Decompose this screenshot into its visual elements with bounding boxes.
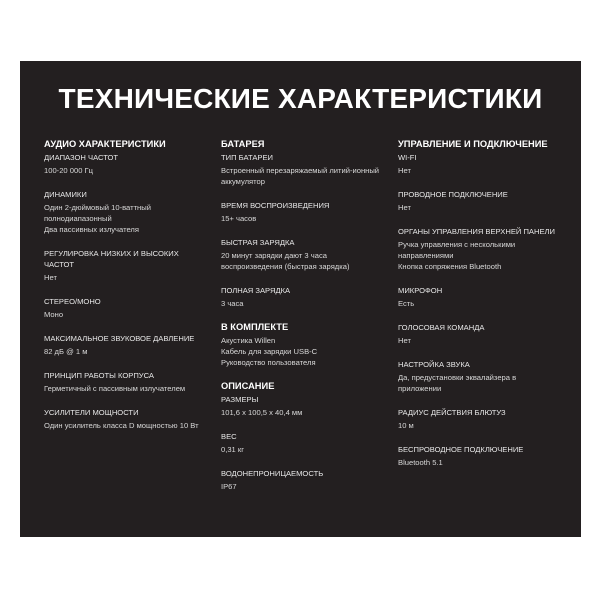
spec-label: WI-FI	[398, 153, 417, 162]
spec-value-line: Нет	[398, 203, 411, 212]
spec-value	[44, 309, 209, 320]
spec-value	[398, 420, 568, 431]
spec-dimensions	[221, 394, 386, 418]
spec-value-line: Нет	[44, 273, 57, 282]
spec-value	[44, 202, 209, 235]
spec-value-line: Герметичный с пассивным излучателем	[44, 384, 186, 393]
spec-value	[221, 335, 386, 368]
spec-label: ВРЕМЯ ВОСПРОИЗВЕДЕНИЯ	[221, 201, 330, 210]
spec-battery-type	[221, 152, 386, 187]
page-title: ТЕХНИЧЕСКИЕ ХАРАКТЕРИСТИКИ	[58, 83, 543, 114]
spec-value-line: Есть	[398, 299, 415, 308]
spec-value	[398, 335, 568, 346]
spec-value-line: Ручка управления с несколькими	[398, 240, 516, 249]
spec-value-line: 10 м	[398, 421, 414, 430]
spec-value	[44, 272, 209, 283]
battery-heading: БАТАРЕЯ	[221, 139, 265, 149]
spec-value-line: направлениями	[398, 251, 454, 260]
spec-value	[44, 383, 209, 394]
spec-amplifiers	[44, 407, 209, 431]
spec-value	[221, 165, 386, 187]
spec-value	[398, 372, 568, 394]
spec-label: ПРИНЦИП РАБОТЫ КОРПУСА	[44, 371, 154, 380]
spec-label: СТЕРЕО/МОНО	[44, 297, 101, 306]
spec-wired	[398, 189, 568, 213]
audio-column	[44, 139, 209, 444]
spec-value	[44, 420, 209, 431]
spec-label: РАДИУС ДЕЙСТВИЯ БЛЮТУЗ	[398, 408, 506, 417]
spec-value-line: Нет	[398, 166, 411, 175]
spec-value	[44, 165, 209, 176]
spec-value-line: Встроенный перезаряжаемый литий-ионный	[221, 166, 380, 175]
spec-drivers	[44, 189, 209, 235]
spec-value	[398, 239, 568, 272]
spec-sound-tuning	[398, 359, 568, 394]
spec-value	[221, 444, 386, 455]
spec-label: ОРГАНЫ УПРАВЛЕНИЯ ВЕРХНЕЙ ПАНЕЛИ	[398, 227, 555, 236]
spec-value-line: Два пассивных излучателя	[44, 225, 139, 234]
spec-label: НАСТРОЙКА ЗВУКА	[398, 360, 470, 369]
spec-microphone	[398, 285, 568, 309]
spec-value-line: 82 дБ @ 1 м	[44, 347, 88, 356]
spec-label: УСИЛИТЕЛИ МОЩНОСТИ	[44, 408, 139, 417]
spec-value-line: приложении	[398, 384, 442, 393]
spec-value-line: Bluetooth 5.1	[398, 458, 443, 467]
spec-waterproof	[221, 468, 386, 492]
spec-label: РЕГУЛИРОВКА НИЗКИХ И ВЫСОКИХ ЧАСТОТ	[44, 249, 179, 269]
spec-weight	[221, 431, 386, 455]
spec-value-line: 3 часа	[221, 299, 244, 308]
spec-value-line: полнодиапазонный	[44, 214, 112, 223]
spec-stereo-mono	[44, 296, 209, 320]
spec-label: МИКРОФОН	[398, 286, 443, 295]
spec-playtime	[221, 200, 386, 224]
spec-bass-treble	[44, 248, 209, 283]
in-box-item: Акустика Willen	[221, 336, 276, 345]
control-column	[398, 139, 568, 481]
spec-value	[221, 213, 386, 224]
spec-label: ПОЛНАЯ ЗАРЯДКА	[221, 286, 291, 295]
spec-fast-charge	[221, 237, 386, 272]
spec-value-line: 100-20 000 Гц	[44, 166, 93, 175]
spec-wireless	[398, 444, 568, 468]
spec-wifi	[398, 152, 568, 176]
spec-value-line: Один 2-дюймовый 10-ваттный	[44, 203, 151, 212]
spec-enclosure	[44, 370, 209, 394]
spec-label: ВЕС	[221, 432, 237, 441]
spec-value	[398, 298, 568, 309]
spec-label: МАКСИМАЛЬНОЕ ЗВУКОВОЕ ДАВЛЕНИЕ	[44, 334, 195, 343]
spec-bt-range	[398, 407, 568, 431]
in-box-item: Руководство пользователя	[221, 358, 316, 367]
in-box-list	[221, 335, 386, 368]
spec-label: ДИАПАЗОН ЧАСТОТ	[44, 153, 119, 162]
spec-value	[221, 407, 386, 418]
spec-frequency-range	[44, 152, 209, 176]
spec-value-line: 101,6 x 100,5 x 40,4 мм	[221, 408, 303, 417]
spec-value	[398, 457, 568, 468]
spec-top-controls	[398, 226, 568, 272]
spec-full-charge	[221, 285, 386, 309]
spec-value	[221, 250, 386, 272]
control-heading: УПРАВЛЕНИЕ И ПОДКЛЮЧЕНИЕ	[398, 139, 548, 149]
description-heading: ОПИСАНИЕ	[221, 381, 275, 391]
in-box-heading: В КОМПЛЕКТЕ	[221, 322, 289, 332]
spec-label: БЫСТРАЯ ЗАРЯДКА	[221, 238, 295, 247]
spec-value-line: аккумулятор	[221, 177, 265, 186]
spec-value-line: 15+ часов	[221, 214, 257, 223]
spec-value-line: 20 минут зарядки дают 3 часа	[221, 251, 327, 260]
audio-heading: АУДИО ХАРАКТЕРИСТИКИ	[44, 139, 166, 149]
spec-label: ВОДОНЕПРОНИЦАЕМОСТЬ	[221, 469, 324, 478]
spec-max-spl	[44, 333, 209, 357]
spec-value-line: Моно	[44, 310, 64, 319]
spec-panel	[20, 61, 581, 537]
in-box-item: Кабель для зарядки USB-C	[221, 347, 318, 356]
spec-value-line: Нет	[398, 336, 411, 345]
spec-value-line: воспроизведения (быстрая зарядка)	[221, 262, 350, 271]
spec-label: БЕСПРОВОДНОЕ ПОДКЛЮЧЕНИЕ	[398, 445, 524, 454]
spec-label: ДИНАМИКИ	[44, 190, 87, 199]
spec-value	[221, 481, 386, 492]
spec-value-line: 0,31 кг	[221, 445, 244, 454]
spec-value	[398, 202, 568, 213]
spec-value-line: Кнопка сопряжения Bluetooth	[398, 262, 502, 271]
spec-label: РАЗМЕРЫ	[221, 395, 259, 404]
battery-column	[221, 139, 386, 505]
spec-value-line: IP67	[221, 482, 237, 491]
spec-value	[398, 165, 568, 176]
spec-value-line: Один усилитель класса D мощностью 10 Вт	[44, 421, 199, 430]
spec-value	[221, 298, 386, 309]
spec-value-line: Да, предустановки эквалайзера в	[398, 373, 517, 382]
spec-label: ПРОВОДНОЕ ПОДКЛЮЧЕНИЕ	[398, 190, 508, 199]
spec-label: ГОЛОСОВАЯ КОМАНДА	[398, 323, 485, 332]
spec-voice-command	[398, 322, 568, 346]
spec-label: ТИП БАТАРЕИ	[221, 153, 273, 162]
spec-value	[44, 346, 209, 357]
